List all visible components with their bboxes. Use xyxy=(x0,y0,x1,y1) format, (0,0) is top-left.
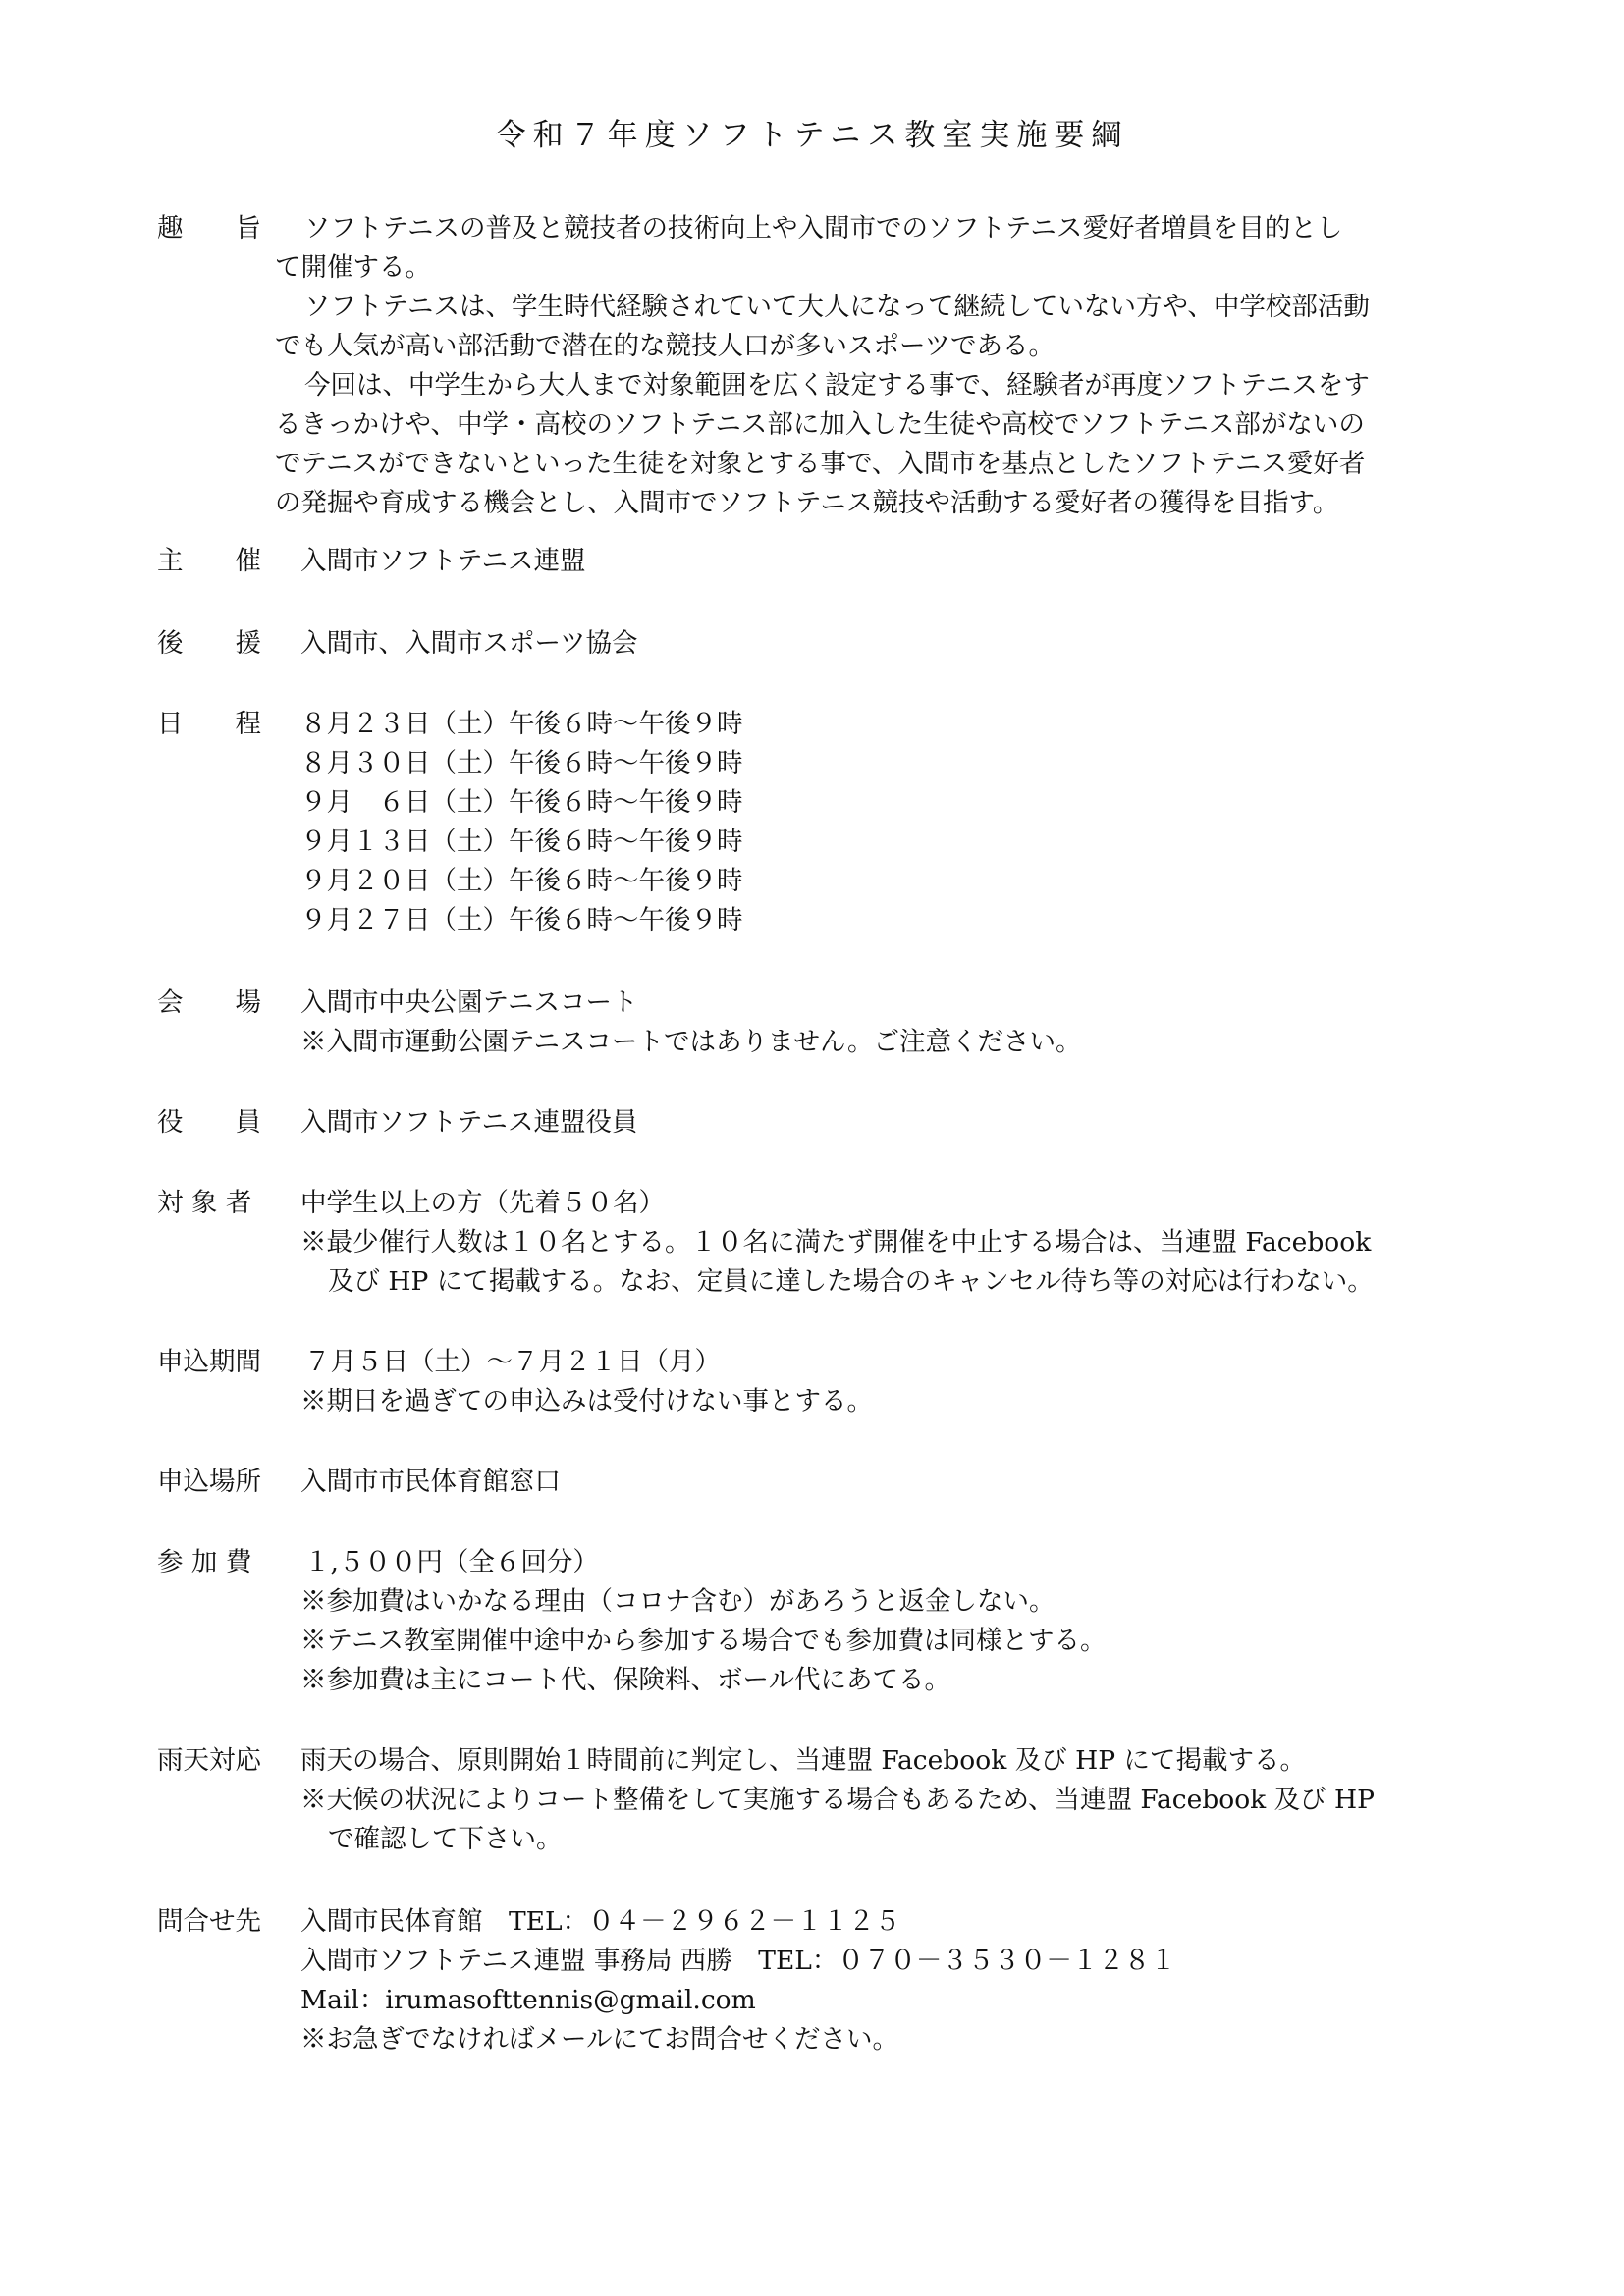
venue-note: ※入間市運動公園テニスコートではありません。ご注意ください。 xyxy=(300,1027,1082,1057)
support-body xyxy=(300,624,1624,664)
label-venue: 会 場 xyxy=(157,988,261,1018)
label-application-period: 申込期間 xyxy=(157,1347,261,1377)
purpose-line: でも人気が高い部活動で潜在的な競技人口が多いスポーツである。 xyxy=(275,331,1055,361)
venue-body xyxy=(300,984,1624,1062)
contact-body xyxy=(300,1902,1624,2059)
label-staff: 役 員 xyxy=(157,1107,261,1138)
purpose-line: て開催する。 xyxy=(275,252,431,283)
application-place-body xyxy=(300,1463,1624,1502)
schedule-date: ９月２０日（土）午後６時～午後９時 xyxy=(300,866,743,896)
contact-email[interactable]: Mail：irumasofttennis@gmail.com xyxy=(300,1985,756,2015)
label-organizer: 主 催 xyxy=(157,546,261,576)
schedule-date: ９月 ６日（土）午後６時～午後９時 xyxy=(300,787,743,818)
application-period-body xyxy=(300,1343,1624,1421)
contact-gym: 入間市民体育館 TEL：０４－２９６２－１１２５ xyxy=(300,1906,901,1937)
purpose-line: の発掘や育成する機会とし、入間市でソフトテニス競技や活動する愛好者の獲得を目指す。 xyxy=(275,488,1339,518)
contact-federation: 入間市ソフトテニス連盟 事務局 西勝 TEL：０７０－３５３０－１２８１ xyxy=(300,1946,1176,1976)
label-application-place: 申込場所 xyxy=(157,1467,261,1497)
eligibility-note: ※最少催行人数は１０名とする。１０名に満たず開催を中止する場合は、当連盟 Facebook xyxy=(300,1227,1372,1257)
organizer-body xyxy=(300,542,1624,581)
schedule-date: ９月２７日（土）午後６時～午後９時 xyxy=(300,905,743,935)
label-fee: 参 加 費 xyxy=(157,1547,252,1577)
fee-value: １,５００円（全６回分） xyxy=(304,1547,599,1577)
label-support: 後 援 xyxy=(157,628,261,659)
venue-value: 入間市中央公園テニスコート xyxy=(300,988,638,1018)
fee-body xyxy=(300,1543,1624,1700)
rain-policy-note: ※天候の状況によりコート整備をして実施する場合もあるため、当連盟 Facebook 及び HP xyxy=(300,1785,1375,1815)
label-eligibility: 対 象 者 xyxy=(157,1188,252,1218)
purpose-line: るきっかけや、中学・高校のソフトテニス部に加入した生徒や高校でソフトテニス部がないの xyxy=(275,409,1365,440)
schedule-date: ９月１３日（土）午後６時～午後９時 xyxy=(300,827,743,857)
label-contact: 問合せ先 xyxy=(157,1906,261,1937)
label-purpose: 趣 旨 xyxy=(157,213,261,243)
organizer-value: 入間市ソフトテニス連盟 xyxy=(300,546,586,576)
rain-policy-note: で確認して下さい。 xyxy=(328,1824,563,1854)
label-rain-policy: 雨天対応 xyxy=(157,1745,261,1776)
eligibility-body xyxy=(300,1184,1624,1302)
application-period-value: ７月５日（土）～７月２１日（月） xyxy=(304,1347,721,1377)
application-place-value: 入間市市民体育館窓口 xyxy=(300,1467,561,1497)
contact-note: ※お急ぎでなければメールにてお問合せください。 xyxy=(300,2024,898,2055)
application-period-note: ※期日を過ぎての申込みは受付けない事とする。 xyxy=(300,1386,873,1416)
schedule-date: ８月２３日（土）午後６時～午後９時 xyxy=(300,709,743,739)
schedule-date: ８月３０日（土）午後６時～午後９時 xyxy=(300,748,743,778)
fee-note: ※参加費はいかなる理由（コロナ含む）があろうと返金しない。 xyxy=(300,1586,1056,1617)
purpose-line: でテニスができないといった生徒を対象とする事で、入間市を基点としたソフトテニス愛好者 xyxy=(275,449,1366,479)
purpose-body xyxy=(275,209,1624,523)
rain-policy-body xyxy=(300,1741,1624,1859)
purpose-line: 今回は、中学生から大人まで対象範囲を広く設定する事で、経験者が再度ソフトテニスをす xyxy=(304,370,1370,400)
rain-policy-value: 雨天の場合、原則開始１時間前に判定し、当連盟 Facebook 及び HP にて掲載する。 xyxy=(300,1745,1306,1776)
staff-value: 入間市ソフトテニス連盟役員 xyxy=(300,1107,638,1138)
purpose-line: ソフトテニスは、学生時代経験されていて大人になって継続していない方や、中学校部活動 xyxy=(304,292,1370,322)
purpose-line: ソフトテニスの普及と競技者の技術向上や入間市でのソフトテニス愛好者増員を目的とし xyxy=(304,213,1343,243)
document-title: 令和７年度ソフトテニス教室実施要綱 xyxy=(495,118,1129,153)
schedule-body xyxy=(300,705,1624,940)
eligibility-value: 中学生以上の方（先着５０名） xyxy=(300,1188,665,1218)
label-schedule: 日 程 xyxy=(157,709,261,739)
fee-note: ※テニス教室開催中途中から参加する場合でも参加費は同様とする。 xyxy=(300,1626,1107,1656)
eligibility-note: 及び HP にて掲載する。なお、定員に達した場合のキャンセル待ち等の対応は行わない。 xyxy=(328,1266,1374,1297)
staff-body xyxy=(300,1103,1624,1143)
fee-note: ※参加費は主にコート代、保険料、ボール代にあてる。 xyxy=(300,1665,950,1695)
support-value: 入間市、入間市スポーツ協会 xyxy=(300,628,638,659)
